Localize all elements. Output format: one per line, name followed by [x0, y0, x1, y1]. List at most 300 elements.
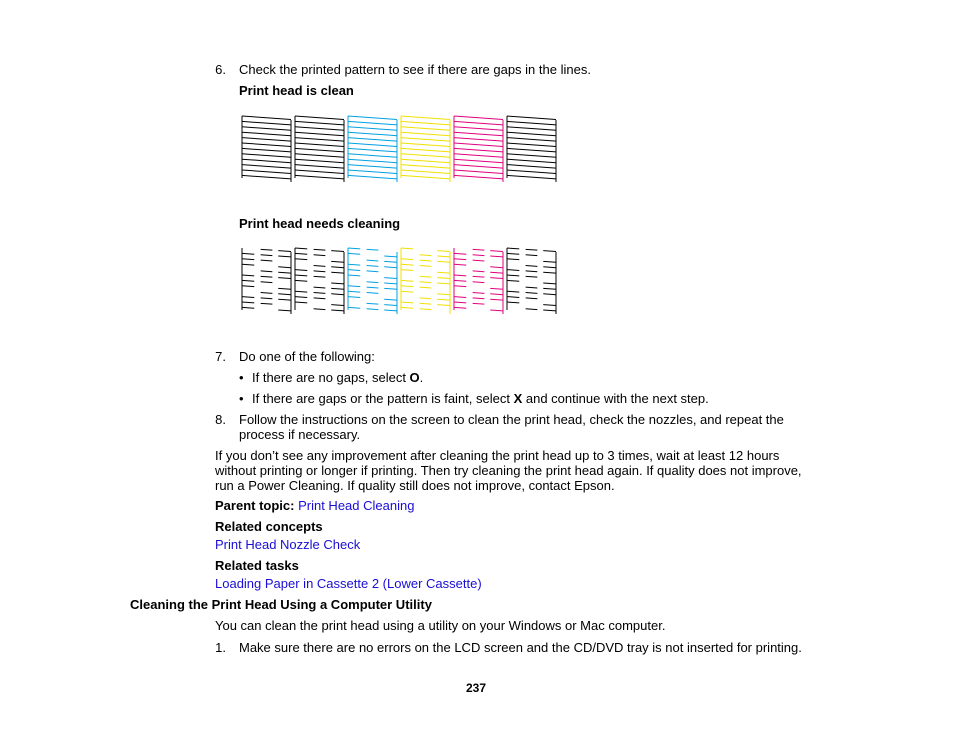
- pattern-line: [261, 271, 273, 272]
- pattern-block: [242, 248, 291, 314]
- pattern-line: [384, 283, 397, 284]
- pattern-line: [295, 280, 307, 281]
- pattern-block: [507, 116, 556, 182]
- parent-topic-label: Parent topic:: [215, 498, 295, 513]
- pattern-line: [331, 288, 344, 289]
- pattern-line: [295, 143, 320, 145]
- pattern-line: [532, 129, 557, 131]
- pattern-line: [331, 251, 344, 252]
- pattern-line: [295, 253, 307, 254]
- pattern-line: [479, 156, 504, 158]
- pattern-line: [507, 270, 519, 271]
- pattern-line: [373, 150, 398, 152]
- pattern-line: [373, 161, 398, 163]
- pattern-line: [426, 156, 451, 158]
- pattern-line: [314, 276, 326, 277]
- pattern-line: [490, 288, 503, 289]
- pattern-line: [384, 256, 397, 257]
- pattern-line: [242, 280, 254, 281]
- pattern-line: [242, 307, 254, 308]
- pattern-line: [295, 297, 307, 298]
- pattern-line: [401, 165, 426, 167]
- pattern-line: [437, 261, 450, 262]
- key-o: O: [409, 370, 420, 385]
- pattern-line: [507, 121, 532, 123]
- pattern-line: [479, 134, 504, 136]
- pattern-line: [490, 251, 503, 252]
- pattern-line: [295, 275, 307, 276]
- step-7-number: 7.: [215, 349, 226, 364]
- pattern-line: [401, 264, 413, 265]
- step-8-number: 8.: [215, 412, 226, 427]
- pattern-line: [348, 307, 360, 308]
- pattern-line: [490, 294, 503, 295]
- pattern-line: [526, 255, 538, 256]
- pattern-line: [331, 305, 344, 306]
- pattern-line: [437, 272, 450, 273]
- pattern-line: [454, 148, 479, 150]
- pattern-line: [507, 253, 519, 254]
- pattern-line: [242, 275, 254, 276]
- pattern-line: [295, 132, 320, 134]
- pattern-line: [507, 275, 519, 276]
- pattern-line: [473, 293, 485, 294]
- pattern-line: [426, 177, 451, 179]
- pattern-line: [454, 170, 479, 172]
- pattern-line: [401, 270, 413, 271]
- pattern-line: [479, 145, 504, 147]
- bullet-gaps-text: If there are gaps or the pattern is faint, select: [252, 391, 514, 406]
- pattern-line: [278, 267, 291, 268]
- pattern-line: [367, 249, 379, 250]
- pattern-line: [454, 165, 479, 167]
- pattern-line: [242, 302, 254, 303]
- pattern-line: [331, 261, 344, 262]
- pattern-line: [543, 305, 556, 306]
- pattern-line: [526, 266, 538, 267]
- pattern-line: [261, 249, 273, 250]
- pattern-line: [401, 291, 413, 292]
- related-tasks-link[interactable]: Loading Paper in Cassette 2 (Lower Cassette): [215, 576, 482, 591]
- improvement-line-3: run a Power Cleaning. If quality still does not improve, contact Epson.: [215, 478, 615, 493]
- pattern-line: [278, 251, 291, 252]
- pattern-line: [401, 148, 426, 150]
- pattern-line: [278, 299, 291, 300]
- pattern-line: [261, 276, 273, 277]
- pattern-line: [437, 251, 450, 252]
- pattern-line: [348, 270, 360, 271]
- key-x: X: [513, 391, 523, 406]
- pattern-line: [242, 264, 254, 265]
- step-7-text: Do one of the following:: [239, 349, 375, 364]
- pattern-line: [401, 170, 426, 172]
- pattern-line: [507, 170, 532, 172]
- pattern-line: [507, 159, 532, 161]
- pattern-line: [507, 259, 519, 260]
- pattern-line: [479, 129, 504, 131]
- pattern-line: [507, 175, 532, 177]
- pattern-line: [426, 134, 451, 136]
- pattern-line: [348, 275, 360, 276]
- pattern-line: [242, 297, 254, 298]
- pattern-line: [242, 175, 267, 177]
- pattern-line: [454, 138, 479, 140]
- bullet-no-gaps-text: If there are no gaps, select: [252, 370, 410, 385]
- pattern-line: [473, 271, 485, 272]
- parent-topic: [215, 498, 414, 513]
- pattern-line: [526, 298, 538, 299]
- pattern-line: [348, 165, 373, 167]
- pattern-line: [295, 175, 320, 177]
- pattern-line: [401, 132, 426, 134]
- pattern-line: [420, 266, 432, 267]
- pattern-line: [314, 309, 326, 310]
- pattern-line: [420, 260, 432, 261]
- pattern-line: [532, 150, 557, 152]
- pattern-line: [348, 138, 373, 140]
- pattern-block: [507, 248, 556, 314]
- pattern-line: [532, 177, 557, 179]
- pattern-line: [532, 134, 557, 136]
- pattern-block: [454, 116, 503, 182]
- pattern-line: [473, 255, 485, 256]
- pattern-line: [278, 310, 291, 311]
- pattern-line: [543, 272, 556, 273]
- pattern-line: [331, 267, 344, 268]
- pattern-line: [295, 148, 320, 150]
- pattern-line: [454, 132, 479, 134]
- pattern-line: [454, 154, 479, 156]
- pattern-line: [348, 154, 373, 156]
- pattern-line: [401, 143, 426, 145]
- related-concepts-link[interactable]: Print Head Nozzle Check: [215, 537, 361, 552]
- pattern-line: [454, 297, 466, 298]
- pattern-line: [507, 248, 519, 249]
- pattern-line: [373, 123, 398, 125]
- pattern-line: [401, 175, 426, 177]
- pattern-line: [242, 121, 267, 123]
- pattern-line: [420, 309, 432, 310]
- pattern-line: [532, 123, 557, 125]
- pattern-block: [401, 248, 450, 314]
- bullet-icon: •: [239, 370, 244, 385]
- pattern-line: [507, 302, 519, 303]
- pattern-line: [320, 145, 345, 147]
- pattern-line: [401, 127, 426, 129]
- pattern-line: [331, 310, 344, 311]
- pattern-line: [507, 297, 519, 298]
- pattern-line: [320, 134, 345, 136]
- pattern-line: [295, 138, 320, 140]
- pattern-line: [473, 276, 485, 277]
- pattern-line: [373, 156, 398, 158]
- pattern-line: [295, 259, 307, 260]
- pattern-line: [532, 161, 557, 163]
- pattern-line: [479, 172, 504, 174]
- pattern-line: [314, 298, 326, 299]
- pattern-line: [473, 303, 485, 304]
- pattern-line: [454, 175, 479, 177]
- pattern-block: [295, 116, 344, 182]
- pattern-line: [401, 280, 413, 281]
- pattern-line: [320, 139, 345, 141]
- needs-cleaning-nozzle-pattern-image: [240, 244, 566, 316]
- pattern-line: [437, 283, 450, 284]
- pattern-block: [295, 248, 344, 314]
- pattern-line: [367, 287, 379, 288]
- pattern-line: [242, 138, 267, 140]
- pattern-line: [507, 280, 519, 281]
- pattern-line: [490, 299, 503, 300]
- pattern-line: [242, 148, 267, 150]
- pattern-line: [278, 288, 291, 289]
- clean-pattern-heading: Print head is clean: [239, 83, 354, 98]
- pattern-line: [420, 255, 432, 256]
- pattern-line: [261, 293, 273, 294]
- bullet-gaps: [252, 391, 709, 406]
- pattern-line: [401, 302, 413, 303]
- pattern-line: [242, 170, 267, 172]
- pattern-line: [348, 253, 360, 254]
- pattern-line: [261, 303, 273, 304]
- pattern-line: [242, 143, 267, 145]
- pattern-line: [295, 165, 320, 167]
- pattern-line: [532, 166, 557, 168]
- pattern-line: [320, 129, 345, 131]
- pattern-line: [526, 276, 538, 277]
- step-8-line-1: Follow the instructions on the screen to clean the print head, check the nozzles, and repeat the: [239, 412, 784, 427]
- pattern-line: [261, 260, 273, 261]
- pattern-line: [348, 143, 373, 145]
- pattern-line: [331, 272, 344, 273]
- pattern-line: [454, 286, 466, 287]
- pattern-line: [348, 127, 373, 129]
- pattern-line: [454, 143, 479, 145]
- related-tasks-label: Related tasks: [215, 558, 299, 573]
- pattern-line: [384, 288, 397, 289]
- pattern-line: [295, 291, 307, 292]
- pattern-line: [420, 298, 432, 299]
- pattern-line: [543, 261, 556, 262]
- pattern-line: [314, 249, 326, 250]
- pattern-line: [426, 145, 451, 147]
- pattern-line: [320, 177, 345, 179]
- pattern-line: [426, 139, 451, 141]
- pattern-line: [420, 276, 432, 277]
- pattern-line: [420, 282, 432, 283]
- pattern-line: [367, 303, 379, 304]
- pattern-line: [242, 165, 267, 167]
- pattern-line: [278, 272, 291, 273]
- pattern-line: [267, 161, 292, 163]
- pattern-line: [384, 310, 397, 311]
- pattern-line: [320, 172, 345, 174]
- related-concepts-label: Related concepts: [215, 519, 323, 534]
- pattern-line: [373, 139, 398, 141]
- pattern-line: [479, 166, 504, 168]
- pattern-line: [490, 256, 503, 257]
- pattern-line: [295, 154, 320, 156]
- pattern-line: [426, 150, 451, 152]
- pattern-line: [437, 299, 450, 300]
- pattern-line: [454, 259, 466, 260]
- pattern-line: [278, 294, 291, 295]
- pattern-line: [320, 123, 345, 125]
- pattern-line: [490, 272, 503, 273]
- pattern-line: [532, 172, 557, 174]
- pattern-line: [543, 251, 556, 252]
- pattern-line: [454, 253, 466, 254]
- pattern-line: [314, 287, 326, 288]
- step-8-line-2: process if necessary.: [239, 427, 361, 442]
- pattern-line: [242, 253, 254, 254]
- pattern-line: [543, 283, 556, 284]
- pattern-line: [267, 134, 292, 136]
- pattern-line: [267, 118, 292, 120]
- pattern-line: [348, 132, 373, 134]
- pattern-line: [267, 156, 292, 158]
- pattern-line: [320, 118, 345, 120]
- step-1-number: 1.: [215, 640, 226, 655]
- pattern-line: [267, 150, 292, 152]
- bullet-gaps-end: and continue with the next step.: [522, 391, 709, 406]
- pattern-line: [420, 287, 432, 288]
- pattern-line: [526, 309, 538, 310]
- pattern-line: [479, 123, 504, 125]
- pattern-line: [261, 255, 273, 256]
- pattern-line: [295, 116, 320, 118]
- pattern-line: [473, 260, 485, 261]
- pattern-line: [454, 127, 479, 129]
- pattern-line: [454, 307, 466, 308]
- pattern-line: [401, 116, 426, 118]
- pattern-line: [367, 266, 379, 267]
- pattern-line: [526, 293, 538, 294]
- pattern-line: [507, 291, 519, 292]
- pattern-line: [242, 154, 267, 156]
- pattern-line: [348, 264, 360, 265]
- pattern-line: [437, 256, 450, 257]
- pattern-line: [426, 129, 451, 131]
- pattern-line: [367, 282, 379, 283]
- pattern-line: [384, 299, 397, 300]
- pattern-line: [454, 302, 466, 303]
- section-intro: You can clean the print head using a utility on your Windows or Mac computer.: [215, 618, 666, 633]
- pattern-line: [314, 255, 326, 256]
- pattern-line: [507, 148, 532, 150]
- pattern-line: [490, 278, 503, 279]
- pattern-line: [507, 132, 532, 134]
- pattern-line: [373, 166, 398, 168]
- pattern-line: [373, 172, 398, 174]
- page-number: 237: [466, 681, 487, 695]
- pattern-line: [454, 121, 479, 123]
- pattern-line: [261, 282, 273, 283]
- pattern-line: [479, 161, 504, 163]
- pattern-line: [543, 294, 556, 295]
- pattern-block: [454, 248, 503, 314]
- bullet-no-gaps: [252, 370, 423, 385]
- pattern-line: [401, 138, 426, 140]
- pattern-line: [437, 278, 450, 279]
- pattern-line: [526, 287, 538, 288]
- pattern-line: [426, 118, 451, 120]
- pattern-line: [348, 291, 360, 292]
- pattern-line: [295, 248, 307, 249]
- parent-topic-link[interactable]: Print Head Cleaning: [298, 498, 415, 513]
- pattern-line: [295, 121, 320, 123]
- pattern-line: [479, 118, 504, 120]
- pattern-line: [532, 145, 557, 147]
- pattern-line: [373, 134, 398, 136]
- pattern-block: [401, 116, 450, 182]
- step-1-text: Make sure there are no errors on the LCD screen and the CD/DVD tray is not inserted for printing.: [239, 640, 802, 655]
- pattern-line: [367, 293, 379, 294]
- pattern-line: [507, 138, 532, 140]
- pattern-line: [331, 294, 344, 295]
- pattern-line: [348, 121, 373, 123]
- pattern-line: [426, 161, 451, 163]
- pattern-line: [473, 282, 485, 283]
- pattern-line: [295, 270, 307, 271]
- pattern-line: [437, 305, 450, 306]
- pattern-line: [401, 286, 413, 287]
- pattern-block: [348, 116, 397, 182]
- pattern-line: [532, 139, 557, 141]
- pattern-line: [420, 303, 432, 304]
- pattern-line: [320, 156, 345, 158]
- pattern-line: [479, 177, 504, 179]
- pattern-line: [331, 283, 344, 284]
- pattern-line: [348, 148, 373, 150]
- pattern-line: [373, 129, 398, 131]
- pattern-block: [348, 248, 397, 314]
- pattern-line: [507, 116, 532, 118]
- pattern-line: [242, 127, 267, 129]
- pattern-line: [267, 139, 292, 141]
- pattern-line: [526, 271, 538, 272]
- pattern-line: [242, 116, 267, 118]
- pattern-line: [401, 259, 413, 260]
- pattern-line: [384, 261, 397, 262]
- pattern-line: [367, 271, 379, 272]
- pattern-line: [532, 118, 557, 120]
- pattern-line: [401, 121, 426, 123]
- pattern-line: [320, 166, 345, 168]
- pattern-line: [314, 266, 326, 267]
- pattern-line: [473, 298, 485, 299]
- pattern-block: [242, 116, 291, 182]
- bullet-icon: •: [239, 391, 244, 406]
- pattern-line: [295, 159, 320, 161]
- pattern-line: [348, 170, 373, 172]
- pattern-line: [267, 145, 292, 147]
- pattern-line: [426, 123, 451, 125]
- improvement-line-2: without printing or longer if printing. Then try cleaning the print head again. If quality does not improve,: [215, 463, 802, 478]
- pattern-line: [401, 159, 426, 161]
- pattern-line: [348, 116, 373, 118]
- pattern-line: [295, 170, 320, 172]
- needs-cleaning-pattern-heading: Print head needs cleaning: [239, 216, 401, 231]
- pattern-line: [367, 260, 379, 261]
- pattern-line: [507, 165, 532, 167]
- pattern-line: [267, 129, 292, 131]
- pattern-line: [532, 156, 557, 158]
- pattern-line: [543, 267, 556, 268]
- pattern-line: [473, 249, 485, 250]
- clean-nozzle-pattern-image: [240, 112, 564, 184]
- pattern-line: [320, 150, 345, 152]
